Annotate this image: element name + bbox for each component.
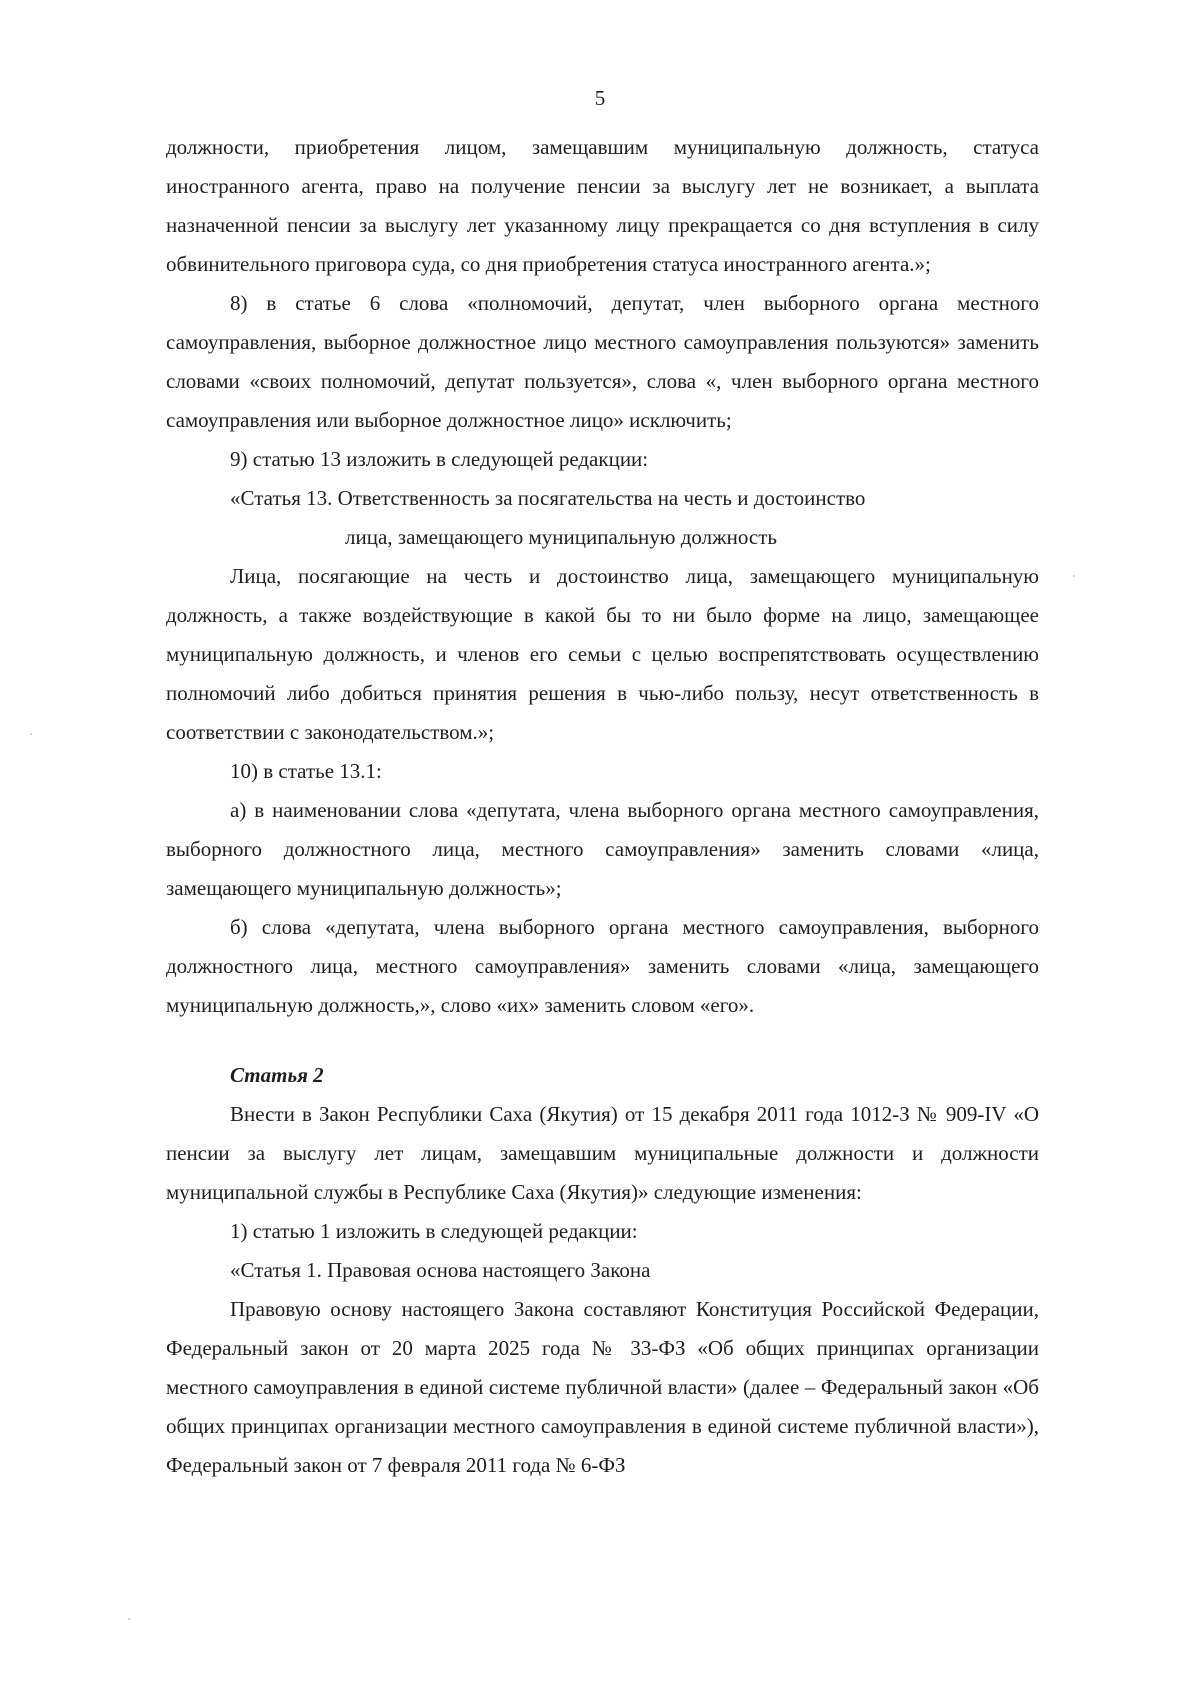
article-2-intro: Внести в Закон Республики Саха (Якутия) от 15 декабря 2011 года 1012-З № 909-IV «О пенсии за выслугу лет лицам, замещавшим муниципальные должности и должности муниципальной службы в Республике Саха (Якутия)» следующие изменения: (166, 1102, 1039, 1204)
paragraph-continuation: должности, приобретения лицом, замещавшим муниципальную должность, статуса иностранного агента, право на получение пенсии за выслугу лет не возникает, а выплата назначенной пенсии за выслугу лет указанному лицу прекращается со дня вступления в силу обвинительного приговора суда, со дня приобретения статуса иностранного агента.»; (166, 135, 1039, 276)
article-13-text: Лица, посягающие на честь и достоинство лица, замещающего муниципальную должность, а также воздействующие в какой бы то ни было форме на лицо, замещающее муниципальную должность, и членов его семьи с целью воспрепятствовать осуществлению полномочий либо добиться принятия решения в чью-либо пользу, несут ответственность в соответствии с законодательством.»; (166, 564, 1039, 744)
scan-speck (1073, 575, 1075, 577)
article-2-title: Статья 2 (230, 1063, 324, 1087)
article-2-item-1: 1) статью 1 изложить в следующей редакции: (230, 1219, 638, 1243)
article-1-heading: «Статья 1. Правовая основа настоящего Закона (230, 1258, 651, 1282)
page-number: 5 (594, 86, 606, 110)
article-1-text: Правовую основу настоящего Закона составляют Конституция Российской Федерации, Федеральный закон от 20 марта 2025 года № 33-ФЗ «Об общих принципах организации местного самоуправления в единой системе публичной власти» (далее – Федеральный закон «Об общих принципах организации местного самоуправления в единой системе публичной власти»), Федеральный закон от 7 февраля 2011 года № 6-ФЗ (166, 1297, 1039, 1477)
scan-speck (128, 1618, 130, 1620)
paragraph-item-8: 8) в статье 6 слова «полномочий, депутат, член выборного органа местного самоуправления, выборное должностное лицо местного самоуправления пользуются» заменить словами «своих полномочий, депутат пользуется», слова «, член выборного органа местного самоуправления или выборное должностное лицо» исключить; (166, 291, 1039, 432)
article-13-heading-line-1: «Статья 13. Ответственность за посягательства на честь и достоинство (230, 486, 866, 510)
paragraph-item-10: 10) в статье 13.1: (230, 759, 382, 783)
document-body (166, 128, 1039, 1485)
paragraph-subitem-b: б) слова «депутата, члена выборного органа местного самоуправления, выборного должностного лица, местного самоуправления» заменить словами «лица, замещающего муниципальную должность,», слово «их» заменить словом «его». (166, 915, 1039, 1017)
scan-speck (30, 733, 32, 735)
paragraph-item-9: 9) статью 13 изложить в следующей редакции: (230, 447, 649, 471)
article-13-heading-line-2: лица, замещающего муниципальную должность (345, 525, 777, 549)
paragraph-subitem-a: а) в наименовании слова «депутата, члена выборного органа местного самоуправления, выборного должностного лица, местного самоуправления» заменить словами «лица, замещающего муниципальную должность»; (166, 798, 1039, 900)
